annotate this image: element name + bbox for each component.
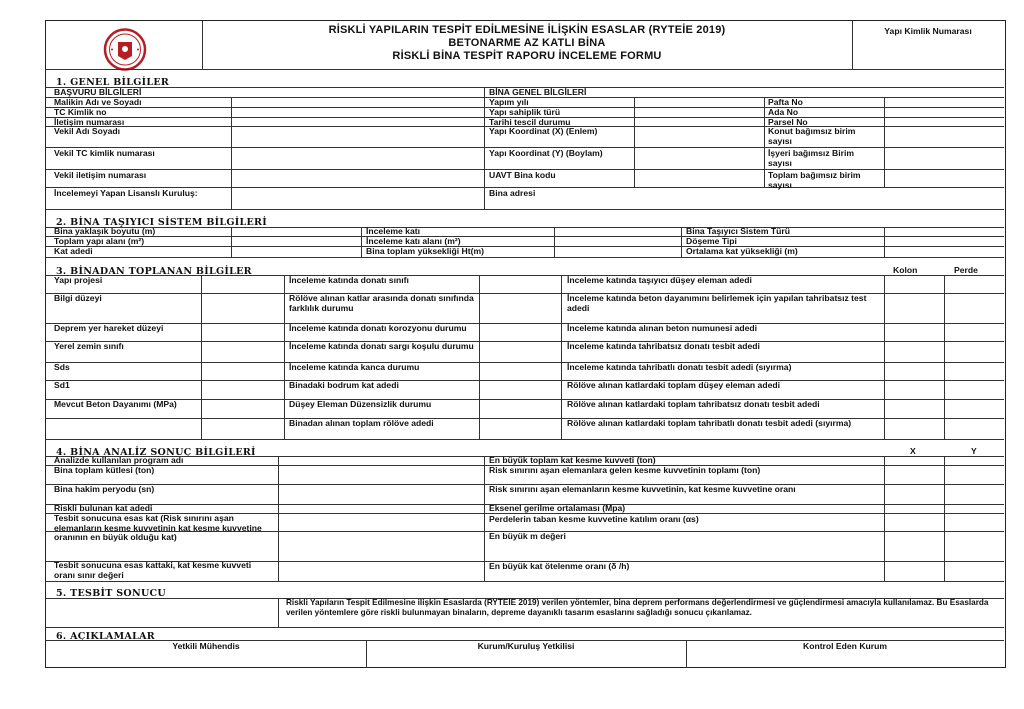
signature-controller: Kontrol Eden Kurum xyxy=(802,641,888,651)
building-info-header: BİNA GENEL BİLGİLERİ xyxy=(489,87,587,97)
ownership-type-label: Yapı sahiplik türü xyxy=(489,107,561,117)
structural-system-label: Bina Taşıyıcı Sistem Türü xyxy=(686,226,790,236)
section3-title: 3. BİNADAN TOPLANAN BİLGİLER xyxy=(56,266,252,277)
section5-title: 5. TESBİT SONUCU xyxy=(56,588,166,599)
title-line-1: RİSKLİ YAPILARIN TESPİT EDİLMESİNE İLİŞKİN ESASLAR (RYTEİE 2019) xyxy=(328,24,726,36)
inspection-floor-area-label: İnceleme katı alanı (m²) xyxy=(366,236,461,246)
section2-title: 2. BİNA TAŞIYICI SİSTEM BİLGİLERİ xyxy=(56,217,267,228)
phone-label: İletişim numarası xyxy=(54,117,125,127)
proxy-name-label: Vekil Adı Soyadı xyxy=(54,126,121,136)
basement-count-label: Binadaki bodrum kat adedi xyxy=(289,380,399,390)
applicant-info-header: BAŞVURU BİLGİLERİ xyxy=(54,87,142,97)
signature-engineer: Yetkili Mühendis xyxy=(172,641,240,651)
y-direction-header: Y xyxy=(971,446,977,456)
shear-wall-header: Perde xyxy=(954,265,978,275)
sd1-label: Sd1 xyxy=(54,380,70,390)
sds-label: Sds xyxy=(54,362,70,372)
governing-floor-label: Tesbit sonucuna esas kat (Risk sınırını aşan elemanların kesme kuvvetinin kat kesme kuvvetine oranının en büyük olduğu kat) xyxy=(54,513,262,543)
max-story-shear-label: En büyük toplam kat kesme kuvveti (ton) xyxy=(489,455,656,465)
commercial-units-label: İşyeri bağımsız Birim sayısı xyxy=(768,148,854,168)
building-id-label: Yapı Kimlik Numarası xyxy=(884,26,972,36)
tc-id-label: TC Kimlik no xyxy=(54,107,107,117)
ministry-seal-icon xyxy=(88,27,162,72)
section4-title: 4. BİNA ANALİZ SONUÇ BİLGİLERİ xyxy=(56,447,256,458)
inspection-floor-label: İnceleme katı xyxy=(366,226,420,236)
total-area-label: Toplam yapı alanı (m²) xyxy=(54,236,145,246)
coord-y-label: Yapı Koordinat (Y) (Boylam) xyxy=(489,148,603,158)
wall-participation-label: Perdelerin taban kesme kuvvetine katılım oranı (αs) xyxy=(489,514,699,524)
avg-floor-height-label: Ortalama kat yüksekliği (m) xyxy=(686,246,798,256)
rebar-variation-label: Rölöve alınan katlar arasında donatı sınıfında farklılık durumu xyxy=(289,293,474,313)
historic-registry-label: Tarihi tescil durumu xyxy=(489,117,571,127)
hook-label: İnceleme katında kanca durumu xyxy=(289,362,420,372)
coord-x-label: Yapı Koordinat (X) (Enlem) xyxy=(489,126,598,136)
total-vertical-elements-label: Rölöve alınan katlardaki toplam düşey eleman adedi xyxy=(567,380,781,390)
section6-title: 6. AÇIKLAMALAR xyxy=(56,631,155,642)
dominant-period-label: Bina hakim peryodu (sn) xyxy=(54,484,155,494)
vertical-irregularity-label: Düşey Eleman Düzensizlik durumu xyxy=(289,399,432,409)
title-line-3: RİSKLİ BİNA TESPİT RAPORU İNCELEME FORMU xyxy=(392,50,662,62)
inspection-form xyxy=(45,20,1006,668)
title-line-2: BETONARME AZ KATLI BİNA xyxy=(448,37,606,49)
ndt-rebar-label: İnceleme katında tahribatsız donatı tesbit adedi xyxy=(567,341,760,351)
program-name-label: Analizde kullanılan program adı xyxy=(54,455,184,465)
rebar-class-label: İnceleme katında donatı sınıfı xyxy=(289,275,409,285)
concrete-strength-label: Mevcut Beton Dayanımı (MPa) xyxy=(54,399,177,409)
owner-name-label: Malikin Adı ve Soyadı xyxy=(54,97,142,107)
ndt-count-label: İnceleme katında beton dayanımını belirlemek için yapılan tahribatsız test adedi xyxy=(567,293,867,313)
column-header: Kolon xyxy=(893,265,918,275)
max-drift-ratio-label: En büyük kat ötelenme oranı (δ /h) xyxy=(489,561,630,571)
core-sample-label: İnceleme katında alınan beton numunesi adedi xyxy=(567,323,758,333)
building-size-label: Bina yaklaşık boyutu (m) xyxy=(54,226,156,236)
total-units-label: Toplam bağımsız birim sayısı xyxy=(768,170,861,190)
block-no-label: Ada No xyxy=(768,107,799,117)
total-ndt-rebar-label: Rölöve alınan katlardaki toplam tahribatsız donatı tesbit adedi xyxy=(567,399,820,409)
floor-count-label: Kat adedi xyxy=(54,246,93,256)
axial-stress-label: Eksenel gerilme ortalaması (Mpa) xyxy=(489,503,626,513)
exceeding-shear-ratio-label: Risk sınırını aşan elemanların kesme kuvvetinin, kat kesme kuvvetine oranı xyxy=(489,484,796,494)
total-height-label: Bina toplam yüksekliği Ht(m) xyxy=(366,246,484,256)
form-title xyxy=(206,24,848,63)
proxy-phone-label: Vekil iletişim numarası xyxy=(54,170,147,180)
confinement-label: İnceleme katında donatı sargı koşulu durumu xyxy=(289,341,474,351)
total-destructive-rebar-label: Rölöve alınan katlardaki toplam tahribatlı donatı tesbit adedi (sıyırma) xyxy=(567,418,852,428)
soil-class-label: Yerel zemin sınıfı xyxy=(54,341,124,351)
determination-result-text: Riskli Yapıların Tespit Edilmesine ilişkin Esaslarda (RYTEİE 2019) verilen yöntemler, bina deprem performans değerlendirmesi ve güçlendirmesi amacıyla kullanılamaz. Bu Esaslarda verilen yöntemlere göre riskli bulunmayan binaların, depreme dayanıklı tasarım esaslarını sağladığı sonucu çıkarılamaz. xyxy=(286,598,989,617)
construction-year-label: Yapım yılı xyxy=(489,97,529,107)
corrosion-label: İnceleme katında donatı korozyonu durumu xyxy=(289,323,467,333)
survey-count-label: Binadan alınan toplam rölöve adedi xyxy=(289,418,434,428)
uavt-code-label: UAVT Bina kodu xyxy=(489,170,556,180)
shear-ratio-limit-label: Tesbit sonucuna esas kattaki, kat kesme kuvveti oranı sınır değeri xyxy=(54,560,252,580)
max-m-value-label: En büyük m değeri xyxy=(489,531,566,541)
x-direction-header: X xyxy=(910,446,916,456)
knowledge-level-label: Bilgi düzeyi xyxy=(54,293,102,303)
vertical-element-count-label: İnceleme katında taşıyıcı düşey eleman adedi xyxy=(567,275,752,285)
ground-motion-label: Deprem yer hareket düzeyi xyxy=(54,323,164,333)
parcel-no-label: Parsel No xyxy=(768,117,808,127)
signature-institution: Kurum/Kuruluş Yetkilisi xyxy=(477,641,575,651)
section1-title: 1. GENEL BİLGİLER xyxy=(56,77,170,88)
building-address-label: Bina adresi xyxy=(489,188,536,198)
slab-type-label: Döşeme Tipi xyxy=(686,236,737,246)
licensed-company-label: İncelemeyi Yapan Lisanslı Kuruluş: xyxy=(54,188,198,198)
project-label: Yapı projesi xyxy=(54,275,103,285)
sheet-no-label: Pafta No xyxy=(768,97,803,107)
proxy-tc-label: Vekil TC kimlik numarası xyxy=(54,148,155,158)
risky-floor-count-label: Riskli bulunan kat adedi xyxy=(54,503,153,513)
exceeding-shear-sum-label: Risk sınırını aşan elemanlara gelen kesme kuvvetinin toplamı (ton) xyxy=(489,465,761,475)
destructive-rebar-label: İnceleme katında tahribatlı donatı tesbit adedi (sıyırma) xyxy=(567,362,792,372)
total-mass-label: Bina toplam kütlesi (ton) xyxy=(54,465,155,475)
residential-units-label: Konut bağımsız birim sayısı xyxy=(768,126,856,146)
